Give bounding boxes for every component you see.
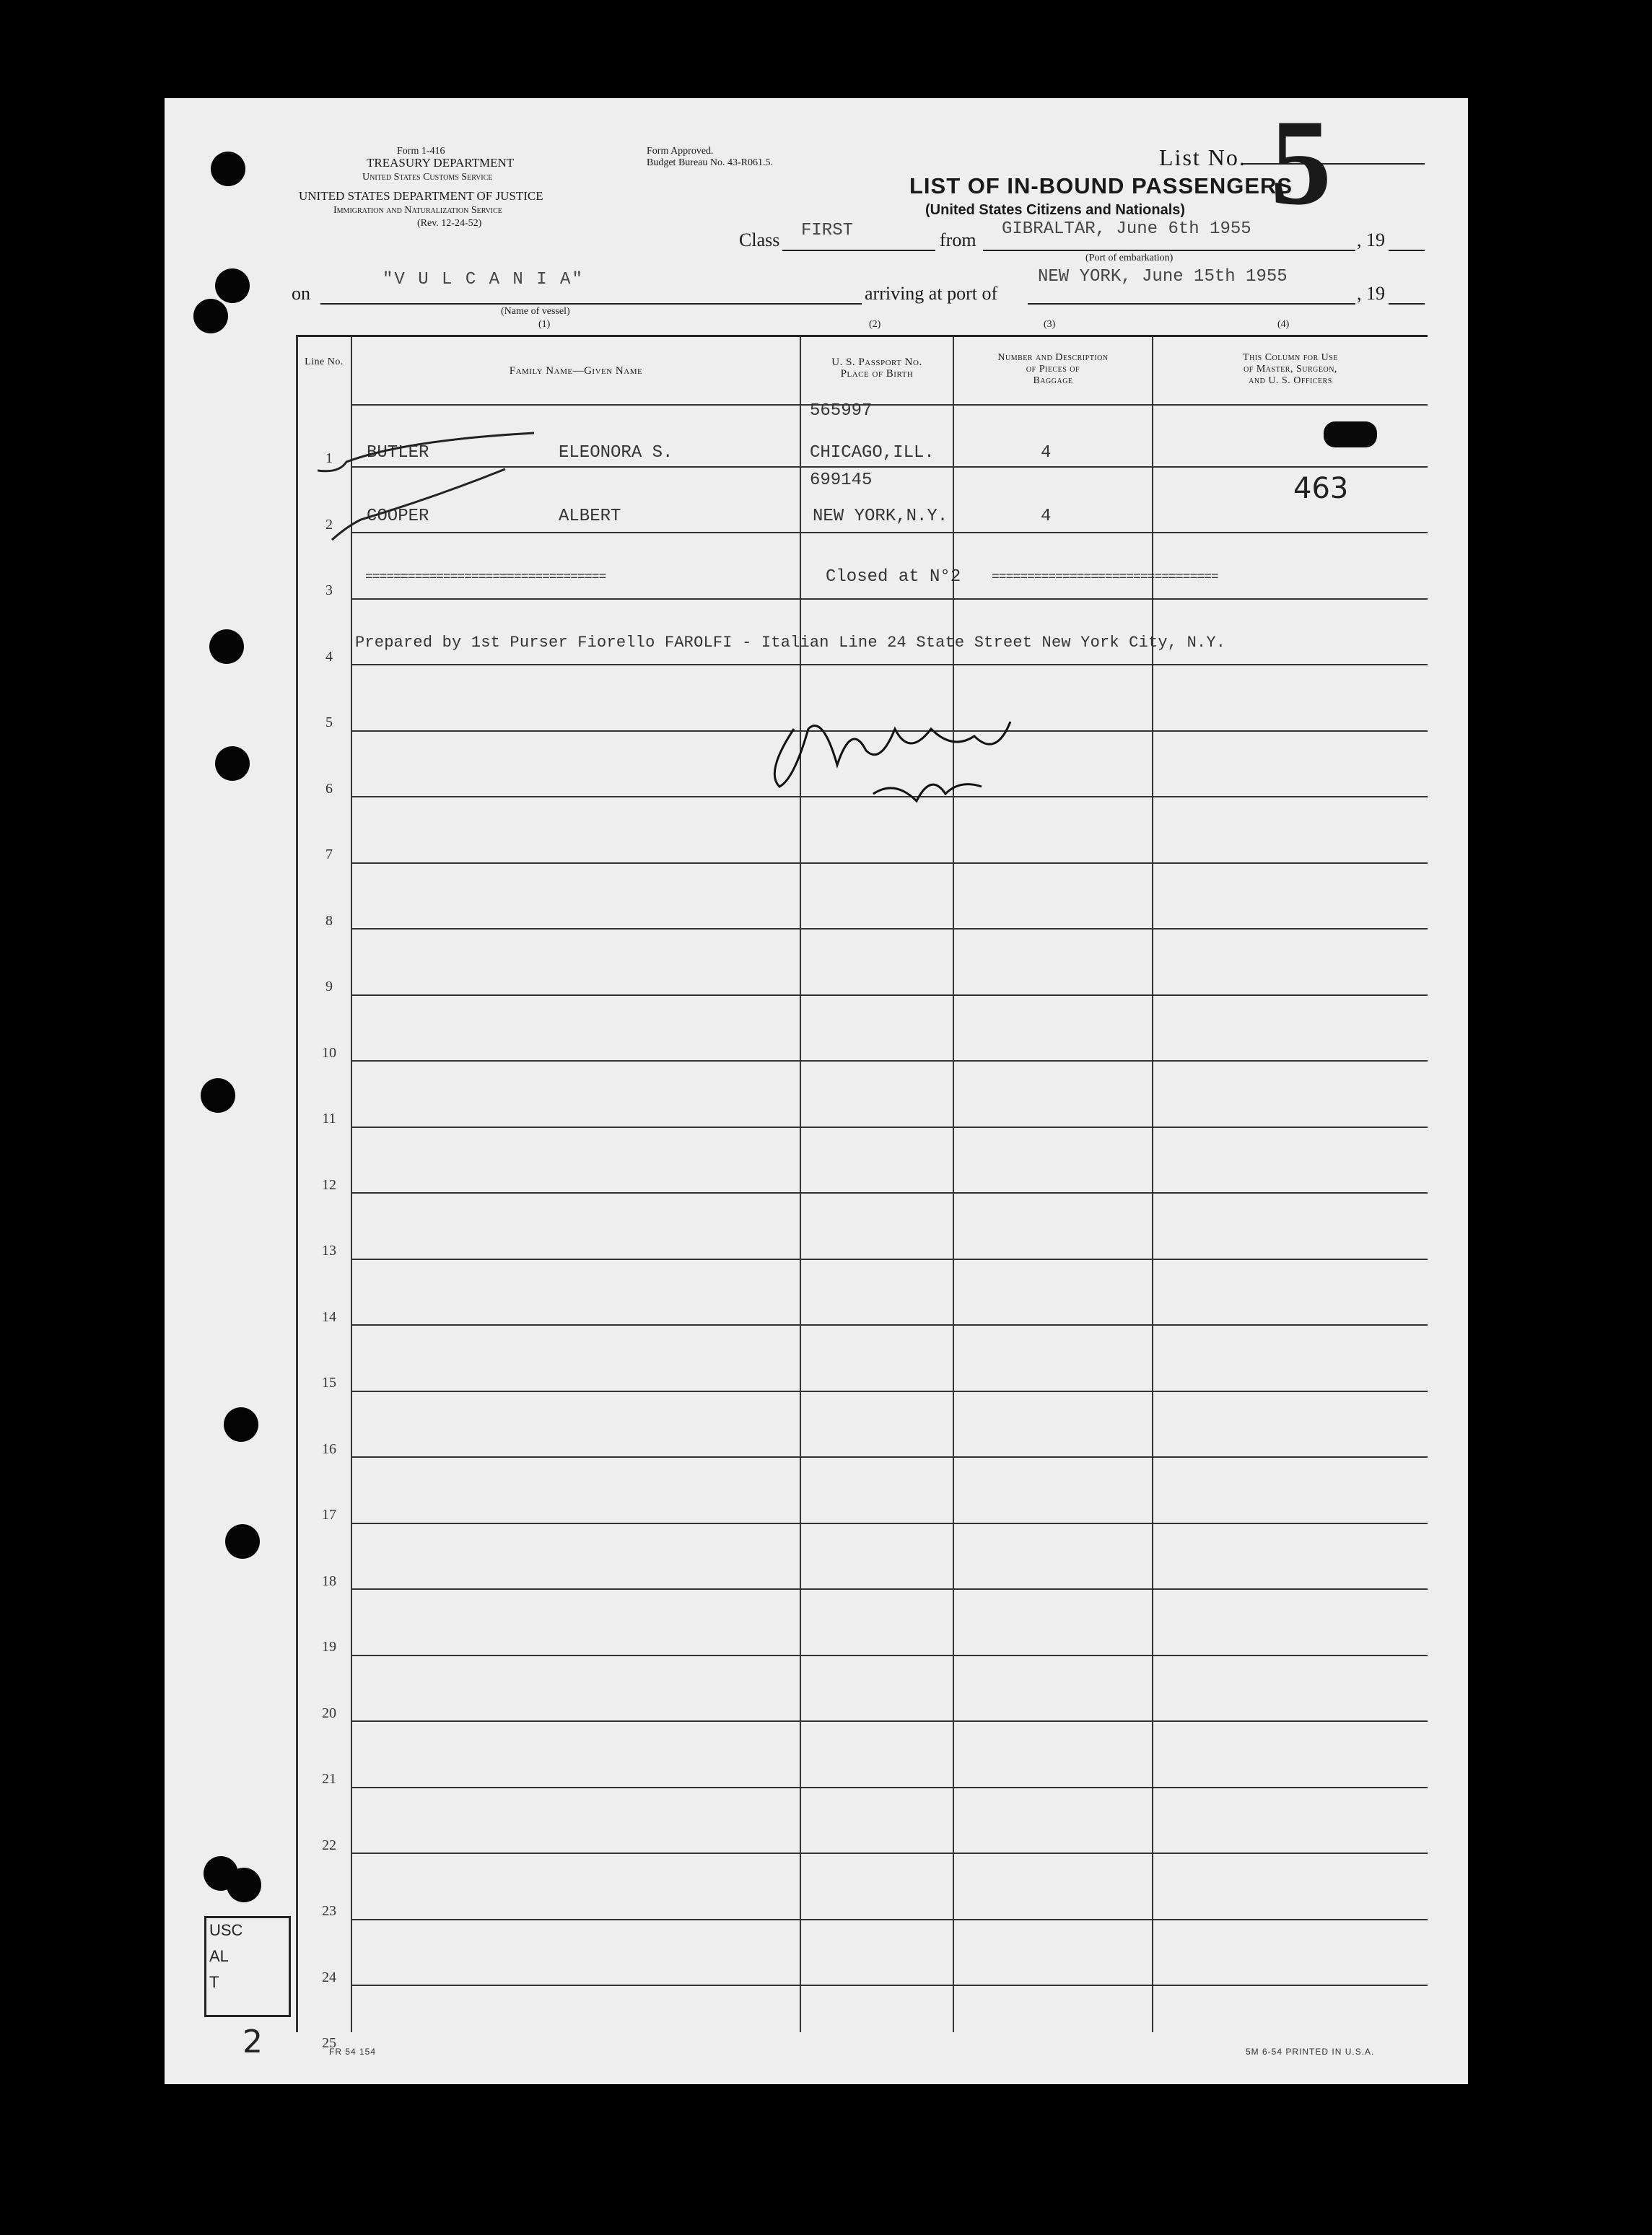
line-number: 10 xyxy=(322,1044,336,1061)
line-number: 19 xyxy=(322,1639,336,1655)
vessel-value: "V U L C A N I A" xyxy=(383,270,584,289)
line-number: 1 xyxy=(325,450,333,466)
punch-hole xyxy=(211,152,245,186)
row1-passport: 565997 xyxy=(810,401,873,421)
row3-dashes-right: ================================ xyxy=(992,570,1218,585)
row-rule xyxy=(352,1060,1428,1062)
list-no-underline xyxy=(1241,163,1425,165)
baggage-divider xyxy=(1152,336,1153,2032)
row2-family-name: COOPER xyxy=(367,507,429,526)
treasury-heading: TREASURY DEPARTMENT xyxy=(367,156,515,170)
line-number: 21 xyxy=(322,1771,336,1787)
line-number: 11 xyxy=(322,1111,336,1127)
col-header-officers xyxy=(1155,352,1426,387)
revision-date: (Rev. 12-24-52) xyxy=(417,218,482,229)
row-rule xyxy=(352,1919,1428,1920)
row1-given-name: ELEONORA S. xyxy=(559,443,673,463)
pencil-check-marks xyxy=(318,419,563,548)
line-number: 15 xyxy=(322,1375,336,1391)
col-header-baggage-1: Number and Description xyxy=(997,352,1109,363)
row-rule xyxy=(352,1391,1428,1392)
row-rule xyxy=(352,1985,1428,1986)
line-no-divider xyxy=(351,336,352,2032)
col-header-baggage-2: of Pieces of xyxy=(1026,364,1080,375)
row2-passport: 699145 xyxy=(810,471,873,490)
col-header-passport-2: Place of Birth xyxy=(840,368,914,380)
row2-given-name: ALBERT xyxy=(559,507,621,526)
officer-handwritten-number: 463 xyxy=(1293,472,1349,505)
margin-handwritten-mark: 2 xyxy=(242,2024,263,2060)
col-header-passport-1: U. S. Passport No. xyxy=(831,357,922,368)
from-label: from xyxy=(940,229,976,250)
line-number: 18 xyxy=(322,1573,336,1589)
row-rule xyxy=(352,994,1428,996)
line-number: 17 xyxy=(322,1507,336,1523)
line-number: 3 xyxy=(325,582,333,598)
col-header-baggage xyxy=(956,352,1150,387)
stamp-line-1: USC xyxy=(209,1921,243,1939)
punch-hole xyxy=(193,299,228,333)
row-rule xyxy=(352,1787,1428,1788)
line-number: 22 xyxy=(322,1837,336,1853)
punch-hole xyxy=(209,629,244,664)
year-suffix-2: , 19 xyxy=(1357,283,1385,304)
form-number: Form 1-416 xyxy=(397,146,445,157)
from-underline xyxy=(983,250,1355,251)
on-label: on xyxy=(292,283,310,304)
row-rule xyxy=(352,1127,1428,1128)
immigration-service: Immigration and Naturalization Service xyxy=(333,205,502,216)
column-number-3: (3) xyxy=(1044,319,1056,330)
footer-form-code: FR 54 154 xyxy=(329,2047,377,2057)
row-rule xyxy=(352,862,1428,864)
class-value: FIRST xyxy=(801,221,854,240)
line-number: 20 xyxy=(322,1705,336,1721)
punch-hole xyxy=(215,746,250,781)
line-number: 9 xyxy=(325,979,333,994)
col-header-line-no-text: Line No. xyxy=(305,357,344,367)
column-number-2: (2) xyxy=(869,319,881,330)
line-number: 13 xyxy=(322,1243,336,1259)
row-rule xyxy=(352,598,1428,600)
col-header-line-no xyxy=(300,357,348,368)
page-title: LIST OF IN-BOUND PASSENGERS xyxy=(909,173,1293,198)
row3-closed-text: Closed at N°2 xyxy=(826,567,961,587)
list-number: 5 xyxy=(1270,95,1332,230)
column-number-1: (1) xyxy=(538,319,551,330)
list-no-label: List No. xyxy=(1159,144,1246,170)
customs-service: United States Customs Service xyxy=(362,172,493,183)
column-number-4: (4) xyxy=(1277,319,1290,330)
line-number: 7 xyxy=(325,847,333,862)
form-approved: Form Approved. xyxy=(647,146,714,157)
col-header-officers-2: of Master, Surgeon, xyxy=(1244,364,1337,375)
line-number: 4 xyxy=(325,648,333,665)
row-rule xyxy=(352,1523,1428,1524)
vessel-note: (Name of vessel) xyxy=(501,306,570,317)
line-number: 14 xyxy=(322,1308,336,1325)
vessel-underline xyxy=(320,303,862,305)
passport-divider xyxy=(953,336,954,2032)
name-divider xyxy=(800,336,801,2032)
page-subtitle: (United States Citizens and Nationals) xyxy=(925,202,1186,218)
footer-print-note: 5M 6-54 PRINTED IN U.S.A. xyxy=(1246,2047,1375,2057)
customs-stamp xyxy=(204,1916,291,2017)
col-header-passport xyxy=(803,357,951,380)
punch-hole xyxy=(225,1524,260,1559)
class-underline xyxy=(782,250,935,251)
year-underline-2 xyxy=(1389,303,1425,305)
row1-family-name: BUTLER xyxy=(367,443,429,463)
punch-hole xyxy=(215,268,250,303)
year-underline-1 xyxy=(1389,250,1425,251)
row-rule xyxy=(352,928,1428,930)
line-number: 12 xyxy=(322,1176,336,1193)
row-rule xyxy=(352,1324,1428,1326)
year-suffix-1: , 19 xyxy=(1357,229,1385,250)
stamp-line-2: AL xyxy=(209,1947,229,1965)
row-rule xyxy=(352,1655,1428,1656)
budget-bureau: Budget Bureau No. 43-R061.5. xyxy=(647,157,773,168)
table-left-border xyxy=(296,336,298,2032)
col-header-officers-1: This Column for Use xyxy=(1243,352,1338,363)
line-number: 16 xyxy=(322,1440,336,1457)
row1-baggage: 4 xyxy=(1041,443,1052,463)
stamp-line-3: T xyxy=(209,1973,219,1991)
row-rule xyxy=(352,1456,1428,1458)
row1-birthplace: CHICAGO,ILL. xyxy=(810,443,935,463)
col-header-name xyxy=(354,365,798,377)
from-value: GIBRALTAR, June 6th 1955 xyxy=(1002,219,1251,239)
row-rule xyxy=(352,1192,1428,1194)
officer-redaction-mark xyxy=(1324,421,1377,447)
header-rule xyxy=(352,404,1428,406)
line-number: 5 xyxy=(325,714,333,730)
justice-department: UNITED STATES DEPARTMENT OF JUSTICE xyxy=(299,189,543,203)
row2-baggage: 4 xyxy=(1041,507,1052,526)
row4-purser-note: Prepared by 1st Purser Fiorello FAROLFI - Italian Line 24 State Street New York City, N.Y. xyxy=(355,634,1226,652)
col-header-baggage-3: Baggage xyxy=(1033,375,1073,386)
row-rule xyxy=(352,1259,1428,1260)
punch-hole xyxy=(201,1078,235,1113)
row-rule xyxy=(352,1588,1428,1590)
line-number: 24 xyxy=(322,1969,336,1985)
row-rule xyxy=(352,1853,1428,1854)
col-header-name-text: Family Name—Given Name xyxy=(509,365,643,377)
signature-scribble xyxy=(765,700,1039,823)
row3-dashes-left: ================================== xyxy=(365,570,606,585)
table-top-border xyxy=(296,335,1428,337)
line-number: 25 xyxy=(322,2035,336,2051)
punch-hole xyxy=(224,1407,258,1442)
line-number: 23 xyxy=(322,1903,336,1919)
col-header-officers-3: and U. S. Officers xyxy=(1249,375,1332,386)
row-rule xyxy=(352,664,1428,665)
row-rule xyxy=(352,1720,1428,1722)
port-embarkation-note: (Port of embarkation) xyxy=(1085,253,1174,263)
row2-birthplace: NEW YORK,N.Y. xyxy=(813,507,948,526)
class-label: Class xyxy=(739,229,780,250)
punch-hole xyxy=(227,1868,261,1902)
line-number: 2 xyxy=(325,516,333,533)
line-number: 6 xyxy=(325,780,333,797)
line-number: 8 xyxy=(325,912,333,929)
arrival-value: NEW YORK, June 15th 1955 xyxy=(1038,267,1288,287)
arriving-label: arriving at port of xyxy=(865,283,998,304)
arrival-underline xyxy=(1028,303,1355,305)
